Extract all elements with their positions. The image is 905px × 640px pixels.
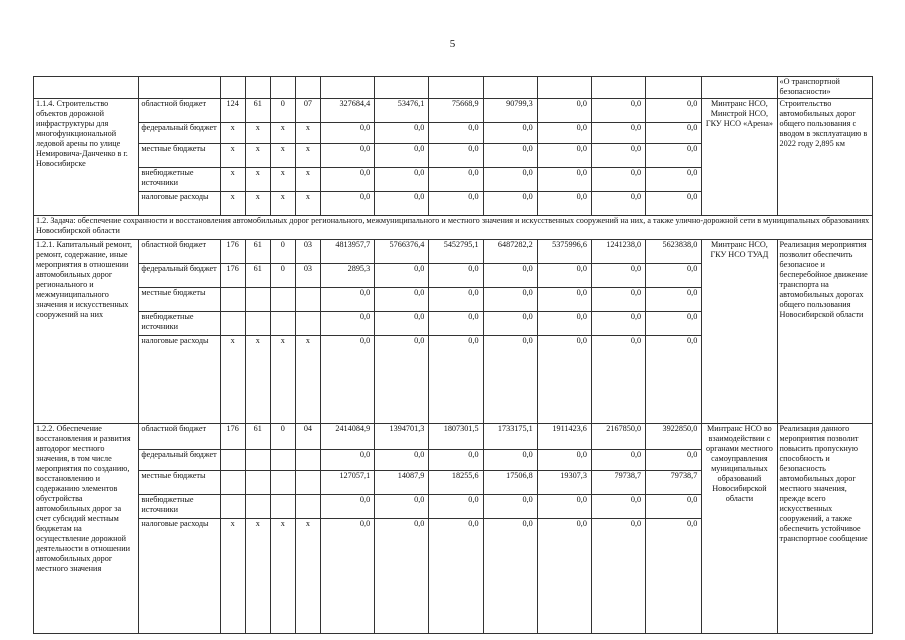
code-cell (220, 312, 245, 336)
amount-cell: 0,0 (375, 519, 429, 634)
page-number: 5 (449, 38, 456, 50)
amount-cell: 0,0 (646, 495, 702, 519)
amount-cell: 0,0 (320, 192, 374, 216)
amount-cell: 0,0 (646, 288, 702, 312)
amount-cell: 0,0 (320, 336, 374, 424)
amount-cell: 0,0 (483, 123, 537, 144)
amount-cell: 4813957,7 (320, 240, 374, 264)
amount-cell: 0,0 (375, 495, 429, 519)
funding-source-cell: налоговые расходы (139, 336, 220, 424)
amount-cell: 6487282,2 (483, 240, 537, 264)
program-table (33, 76, 873, 634)
funding-source-cell: внебюджетные источники (139, 312, 220, 336)
amount-cell: 0,0 (646, 312, 702, 336)
amount-cell: 0,0 (320, 144, 374, 168)
code-cell: x (220, 144, 245, 168)
code-cell: x (245, 192, 270, 216)
measure-name-cell: 1.1.4. Строительство объектов дорожной инфраструктуры для многофункциональной ледовой арены по улице Немировича-Данченко в г. Новосибирске (34, 99, 139, 216)
code-cell: x (220, 168, 245, 192)
code-cell (295, 471, 320, 495)
amount-cell: 0,0 (483, 312, 537, 336)
amount-cell: 0,0 (537, 495, 591, 519)
code-cell (245, 288, 270, 312)
amount-cell: 0,0 (591, 264, 645, 288)
amount-cell: 0,0 (320, 288, 374, 312)
amount-cell: 0,0 (591, 495, 645, 519)
amount-cell: 3922850,0 (646, 424, 702, 450)
amount-cell: 0,0 (483, 336, 537, 424)
code-cell: x (270, 168, 295, 192)
amount-cell: 0,0 (320, 312, 374, 336)
funding-source-cell: областной бюджет (139, 424, 220, 450)
code-cell: x (245, 336, 270, 424)
code-cell: x (270, 192, 295, 216)
code-cell: x (295, 168, 320, 192)
amount-cell: 18255,6 (429, 471, 483, 495)
amount-cell: 0,0 (537, 264, 591, 288)
code-cell: 176 (220, 240, 245, 264)
code-cell: 61 (245, 99, 270, 123)
amount-cell: 0,0 (429, 288, 483, 312)
amount-cell: 0,0 (591, 192, 645, 216)
amount-cell: 0,0 (591, 288, 645, 312)
table-row (34, 240, 873, 264)
code-cell: x (245, 519, 270, 634)
amount-cell: 0,0 (646, 144, 702, 168)
code-cell (220, 450, 245, 471)
amount-cell: 79738,7 (646, 471, 702, 495)
code-cell: x (220, 123, 245, 144)
amount-cell: 19307,3 (537, 471, 591, 495)
amount-cell: 0,0 (375, 288, 429, 312)
amount-cell: 14087,9 (375, 471, 429, 495)
amount-cell: 1807301,5 (429, 424, 483, 450)
amount-cell: 0,0 (320, 495, 374, 519)
code-cell: x (270, 336, 295, 424)
amount-cell: 0,0 (375, 450, 429, 471)
amount-cell: 0,0 (320, 123, 374, 144)
code-cell: x (220, 519, 245, 634)
code-cell: 61 (245, 240, 270, 264)
code-cell (270, 312, 295, 336)
code-cell: x (295, 192, 320, 216)
amount-cell: 1241238,0 (591, 240, 645, 264)
code-cell (220, 288, 245, 312)
amount-cell: 0,0 (375, 264, 429, 288)
funding-source-cell: местные бюджеты (139, 144, 220, 168)
amount-cell: 2414084,9 (320, 424, 374, 450)
code-cell: 04 (295, 424, 320, 450)
amount-cell: 0,0 (429, 123, 483, 144)
code-cell (220, 471, 245, 495)
code-cell: 07 (295, 99, 320, 123)
code-cell: x (295, 336, 320, 424)
amount-cell: 327684,4 (320, 99, 374, 123)
code-cell: 0 (270, 264, 295, 288)
funding-source-cell: местные бюджеты (139, 471, 220, 495)
amount-cell: 0,0 (375, 336, 429, 424)
amount-cell: 0,0 (537, 168, 591, 192)
amount-cell: 17506,8 (483, 471, 537, 495)
task-row (34, 216, 873, 240)
code-cell: x (295, 123, 320, 144)
amount-cell: 0,0 (429, 450, 483, 471)
amount-cell: 5766376,4 (375, 240, 429, 264)
amount-cell: 1394701,3 (375, 424, 429, 450)
amount-cell: 0,0 (375, 144, 429, 168)
amount-cell: 0,0 (429, 312, 483, 336)
code-cell: x (295, 519, 320, 634)
amount-cell: 0,0 (646, 192, 702, 216)
result-cell: Строительство автомобильных дорог общего пользования с вводом в эксплуатацию в 2022 году 2,895 км (777, 99, 872, 216)
amount-cell: 0,0 (646, 336, 702, 424)
amount-cell: 1911423,6 (537, 424, 591, 450)
amount-cell: 0,0 (429, 336, 483, 424)
code-cell (270, 450, 295, 471)
funding-source-cell: внебюджетные источники (139, 495, 220, 519)
amount-cell: 0,0 (483, 168, 537, 192)
funding-source-cell: местные бюджеты (139, 288, 220, 312)
measure-name-cell: 1.2.2. Обеспечение восстановления и развития автодорог местного значения, в том числе мероприятия по созданию, восстановлению и содержанию элементов обустройства автомобильных дорог за счет субсидий местным бюджетам на осуществление дорожной деятельности в отношении автомобильных дорог местного значения (34, 424, 139, 634)
code-cell (270, 495, 295, 519)
amount-cell: 75668,9 (429, 99, 483, 123)
amount-cell: 0,0 (537, 144, 591, 168)
code-cell: x (270, 519, 295, 634)
funding-source-cell: внебюджетные источники (139, 168, 220, 192)
amount-cell: 79738,7 (591, 471, 645, 495)
task-cell: 1.2. Задача: обеспечение сохранности и восстановления автомобильных дорог регионального, межмуниципального и местного значения и искусственных сооружений на них, а также улично-дорожной сети в муниципальных образованиях Новосибирской области (34, 216, 873, 240)
code-cell: x (245, 144, 270, 168)
amount-cell: 5623838,0 (646, 240, 702, 264)
amount-cell: 0,0 (483, 264, 537, 288)
amount-cell: 0,0 (375, 192, 429, 216)
amount-cell: 127057,1 (320, 471, 374, 495)
code-cell: 0 (270, 424, 295, 450)
amount-cell: 0,0 (537, 99, 591, 123)
code-cell (220, 495, 245, 519)
funding-source-cell: областной бюджет (139, 240, 220, 264)
amount-cell: 0,0 (483, 192, 537, 216)
amount-cell: 0,0 (646, 168, 702, 192)
amount-cell: 0,0 (591, 99, 645, 123)
amount-cell: 0,0 (429, 168, 483, 192)
amount-cell: 0,0 (591, 144, 645, 168)
amount-cell: 0,0 (537, 123, 591, 144)
executor-cell: Минтранс НСО, Минстрой НСО, ГКУ НСО «Арена» (702, 99, 777, 216)
code-cell (245, 312, 270, 336)
code-cell: x (220, 336, 245, 424)
code-cell: x (245, 123, 270, 144)
amount-cell: 0,0 (646, 519, 702, 634)
code-cell: x (270, 144, 295, 168)
amount-cell: 0,0 (483, 144, 537, 168)
code-cell (295, 450, 320, 471)
funding-source-cell: федеральный бюджет (139, 264, 220, 288)
amount-cell: 0,0 (537, 450, 591, 471)
code-cell (295, 312, 320, 336)
code-cell: 176 (220, 424, 245, 450)
amount-cell: 2895,3 (320, 264, 374, 288)
amount-cell: 0,0 (375, 312, 429, 336)
amount-cell: 0,0 (483, 288, 537, 312)
amount-cell: 0,0 (320, 519, 374, 634)
measure-name-cell: 1.2.1. Капитальный ремонт, ремонт, содержание, иные мероприятия в отношении автомобильных дорог регионального и межмуниципального значения и искусственных сооружений на них (34, 240, 139, 424)
code-cell (245, 495, 270, 519)
table-row (34, 424, 873, 450)
code-cell (245, 471, 270, 495)
amount-cell: 0,0 (646, 264, 702, 288)
amount-cell: 0,0 (537, 192, 591, 216)
amount-cell: 2167850,0 (591, 424, 645, 450)
funding-source-cell: областной бюджет (139, 99, 220, 123)
funding-source-cell: федеральный бюджет (139, 450, 220, 471)
code-cell: 0 (270, 99, 295, 123)
amount-cell: 0,0 (429, 519, 483, 634)
amount-cell: 0,0 (483, 495, 537, 519)
amount-cell: 0,0 (591, 123, 645, 144)
amount-cell: 0,0 (429, 144, 483, 168)
code-cell: x (220, 192, 245, 216)
amount-cell: 0,0 (537, 336, 591, 424)
amount-cell: 0,0 (591, 519, 645, 634)
code-cell: 61 (245, 424, 270, 450)
executor-cell: Минтранс НСО, ГКУ НСО ТУАД (702, 240, 777, 424)
table-row (34, 99, 873, 123)
code-cell (270, 471, 295, 495)
amount-cell: 5375996,6 (537, 240, 591, 264)
code-cell: 61 (245, 264, 270, 288)
code-cell (245, 450, 270, 471)
code-cell: 03 (295, 264, 320, 288)
amount-cell: 0,0 (537, 312, 591, 336)
result-cell: Реализация данного мероприятия позволит повысить пропускную способность и безопасность автомобильных дорог местного значения, прежде всего искусственных сооружений, а также обеспечить устойчивое транспортное сообщение (777, 424, 872, 634)
amount-cell: 5452795,1 (429, 240, 483, 264)
amount-cell: 0,0 (591, 168, 645, 192)
amount-cell: 0,0 (537, 288, 591, 312)
code-cell (270, 288, 295, 312)
amount-cell: 0,0 (591, 312, 645, 336)
code-cell: x (270, 123, 295, 144)
code-cell (295, 495, 320, 519)
code-cell: 03 (295, 240, 320, 264)
amount-cell: 0,0 (320, 168, 374, 192)
code-cell: 124 (220, 99, 245, 123)
result-cell: «О транспортной безопасности» (777, 77, 872, 99)
amount-cell: 0,0 (591, 450, 645, 471)
funding-source-cell: налоговые расходы (139, 192, 220, 216)
executor-cell: Минтранс НСО во взаимодействии с органами местного самоуправления муниципальных образований Новосибирской области (702, 424, 777, 634)
amount-cell: 0,0 (320, 450, 374, 471)
code-cell (295, 288, 320, 312)
amount-cell: 0,0 (483, 519, 537, 634)
amount-cell: 0,0 (537, 519, 591, 634)
code-cell: 176 (220, 264, 245, 288)
amount-cell: 0,0 (375, 168, 429, 192)
amount-cell: 0,0 (483, 450, 537, 471)
amount-cell: 0,0 (429, 264, 483, 288)
amount-cell: 0,0 (429, 495, 483, 519)
amount-cell: 0,0 (646, 450, 702, 471)
code-cell: x (245, 168, 270, 192)
amount-cell: 90799,3 (483, 99, 537, 123)
table-row (34, 77, 873, 99)
amount-cell: 0,0 (646, 99, 702, 123)
funding-source-cell: налоговые расходы (139, 519, 220, 634)
amount-cell: 0,0 (646, 123, 702, 144)
amount-cell: 0,0 (375, 123, 429, 144)
result-cell: Реализация мероприятия позволит обеспечить безопасное и бесперебойное движение транспорта на автомобильных дорогах общего пользования Новосибирской области (777, 240, 872, 424)
amount-cell: 0,0 (591, 336, 645, 424)
funding-source-cell: федеральный бюджет (139, 123, 220, 144)
code-cell: x (295, 144, 320, 168)
amount-cell: 0,0 (429, 192, 483, 216)
amount-cell: 1733175,1 (483, 424, 537, 450)
code-cell: 0 (270, 240, 295, 264)
amount-cell: 53476,1 (375, 99, 429, 123)
